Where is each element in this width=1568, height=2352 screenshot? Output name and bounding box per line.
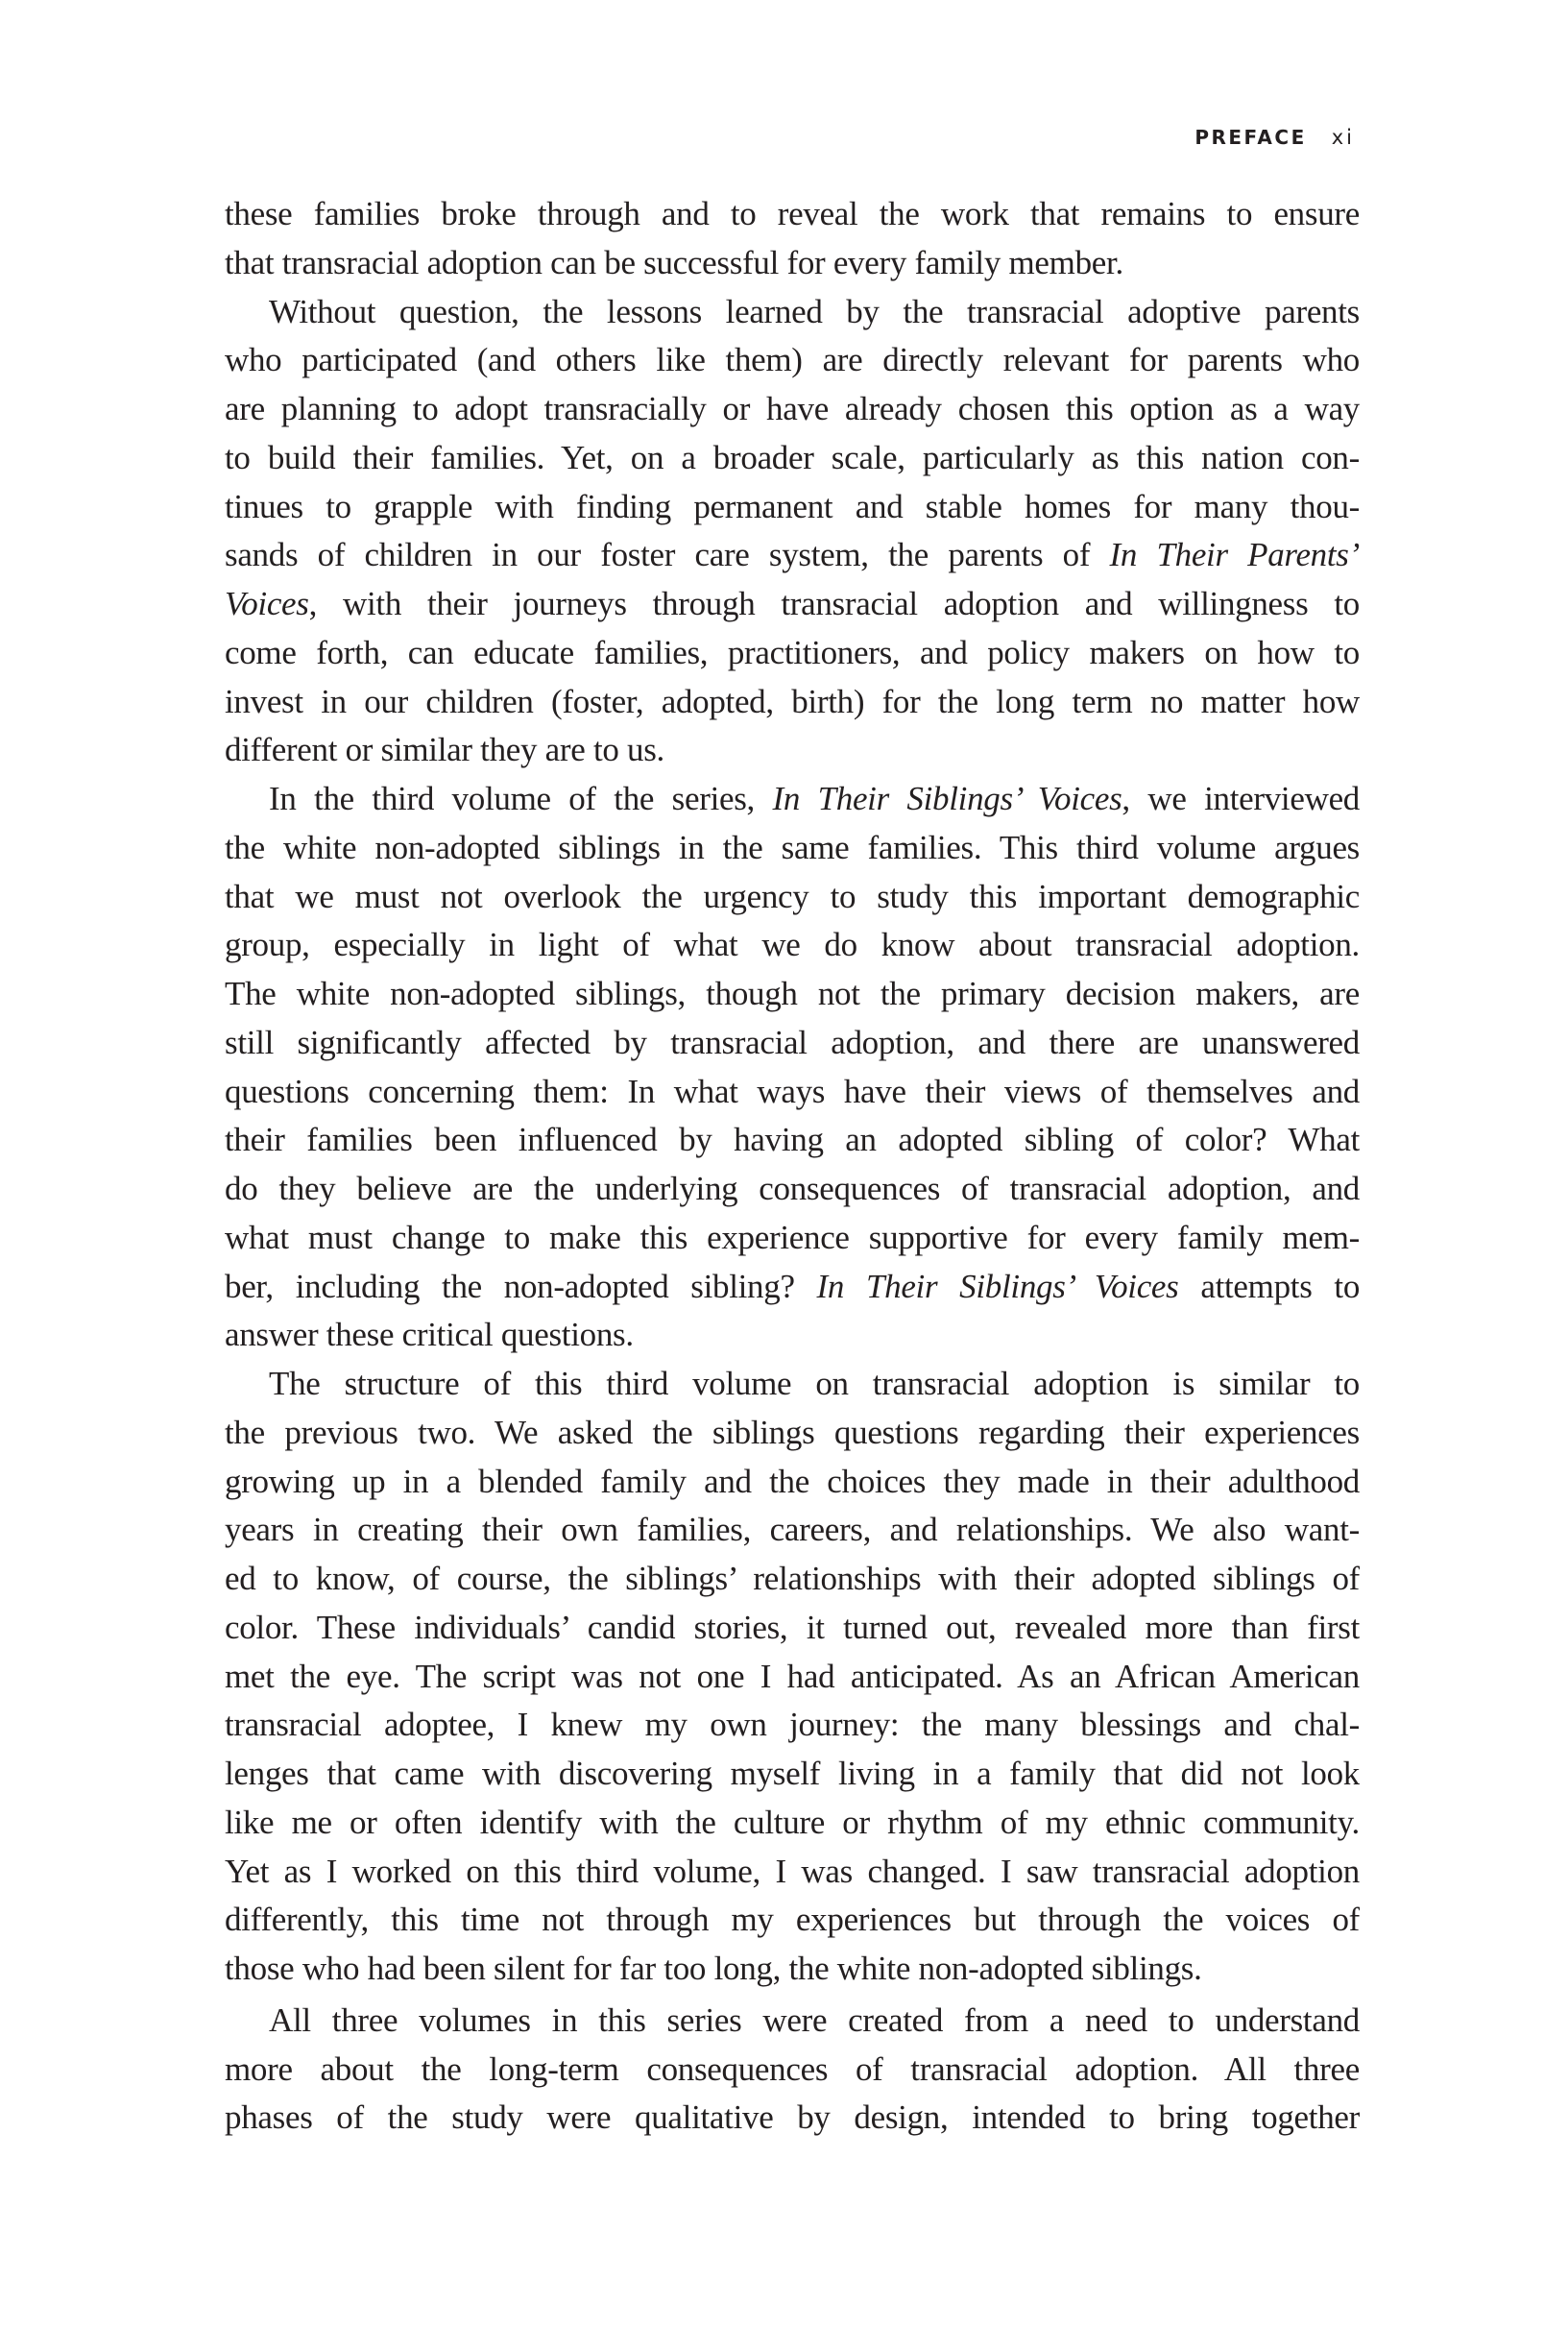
text-line: those who had been silent for far too long, the white non-adopted siblings. bbox=[225, 1950, 1202, 1987]
text-line: the previous two. We asked the siblings questions regarding their experiences bbox=[225, 1413, 1360, 1451]
text-line: Yet as I worked on this third volume, I was changed. I saw transracial adoption bbox=[225, 1852, 1360, 1890]
paragraph bbox=[225, 1360, 1360, 1994]
paragraph bbox=[225, 190, 1360, 288]
text-line: growing up in a blended family and the choices they made in their adulthood bbox=[225, 1462, 1360, 1500]
text-line: In the third volume of the series, In Their Siblings’ Voices, we interviewed bbox=[269, 780, 1360, 817]
text-line: the white non-adopted siblings in the same families. This third volume argues bbox=[225, 828, 1360, 866]
section-title: PREFACE bbox=[1194, 126, 1307, 149]
text-line: more about the long-term consequences of transracial adoption. All three bbox=[225, 2049, 1360, 2088]
text-line: what must change to make this experience supportive for every family mem- bbox=[225, 1218, 1360, 1256]
text-line: group, especially in light of what we do know about transracial adoption. bbox=[225, 926, 1360, 964]
text-line: tinues to grapple with finding permanent and stable homes for many thou- bbox=[225, 487, 1360, 525]
text-line: years in creating their own families, careers, and relationships. We also want- bbox=[225, 1511, 1360, 1549]
text-line: ber, including the non-adopted sibling? In Their Siblings’ Voices attempts to bbox=[225, 1267, 1360, 1305]
text-line: still significantly affected by transracial adoption, and there are unanswered bbox=[225, 1023, 1360, 1061]
text-line: differently, this time not through my experiences but through the voices of bbox=[225, 1901, 1360, 1939]
text-line: ed to know, of course, the siblings’ relationships with their adopted siblings of bbox=[225, 1560, 1360, 1597]
body-text bbox=[225, 190, 1360, 2143]
text-line: are planning to adopt transracially or have already chosen this option as a way bbox=[225, 390, 1360, 427]
text-line: questions concerning them: In what ways have their views of themselves and bbox=[225, 1072, 1360, 1110]
text-line: that transracial adoption can be successful for every family member. bbox=[225, 243, 1123, 281]
text-line: lenges that came with discovering myself living in a family that did not look bbox=[225, 1755, 1360, 1792]
text-line: their families been influenced by having an adopted sibling of color? What bbox=[225, 1121, 1360, 1159]
page-number: xi bbox=[1331, 126, 1355, 149]
running-head bbox=[1194, 126, 1355, 149]
text-line: do they believe are the underlying consequences of transracial adoption, and bbox=[225, 1170, 1360, 1207]
text-line: come forth, can educate families, practitioners, and policy makers on how to bbox=[225, 633, 1360, 671]
text-line: who participated (and others like them) are directly relevant for parents who bbox=[225, 341, 1360, 379]
text-line: invest in our children (foster, adopted, birth) for the long term no matter how bbox=[225, 682, 1360, 720]
text-line: color. These individuals’ candid stories, it turned out, revealed more than first bbox=[225, 1608, 1360, 1646]
paragraph bbox=[225, 288, 1360, 776]
text-line: Voices, with their journeys through transracial adoption and willingness to bbox=[225, 585, 1360, 622]
book-title: In Their Siblings’ Voices bbox=[816, 1267, 1179, 1305]
text-line: met the eye. The script was not one I had anticipated. As an African American bbox=[225, 1657, 1360, 1695]
text-line: Without question, the lessons learned by the transracial adoptive parents bbox=[269, 292, 1360, 330]
paragraph bbox=[225, 775, 1360, 1360]
text-line: answer these critical questions. bbox=[225, 1316, 634, 1354]
text-line: to build their families. Yet, on a broader scale, particularly as this nation con- bbox=[225, 438, 1360, 476]
text-line: sands of children in our foster care system, the parents of In Their Parents’ bbox=[225, 536, 1360, 574]
text-line: phases of the study were qualitative by design, intended to bring together bbox=[225, 2098, 1360, 2137]
text-line: different or similar they are to us. bbox=[225, 731, 664, 769]
text-line: transracial adoptee, I knew my own journey: the many blessings and chal- bbox=[225, 1706, 1360, 1744]
text-line: these families broke through and to reveal the work that remains to ensure bbox=[225, 195, 1360, 232]
book-title: Voices bbox=[225, 585, 309, 622]
text-line: All three volumes in this series were created from a need to understand bbox=[269, 2000, 1360, 2039]
book-title: In Their Parents’ bbox=[1109, 536, 1360, 574]
text-line: The white non-adopted siblings, though not the primary decision makers, are bbox=[225, 975, 1360, 1012]
text-line: that we must not overlook the urgency to study this important demographic bbox=[225, 877, 1360, 915]
book-title: In Their Siblings’ Voices bbox=[772, 780, 1122, 817]
text-line: like me or often identify with the culture or rhythm of my ethnic community. bbox=[225, 1803, 1360, 1841]
text-line: The structure of this third volume on transracial adoption is similar to bbox=[269, 1365, 1360, 1402]
paragraph bbox=[225, 1997, 1360, 2143]
